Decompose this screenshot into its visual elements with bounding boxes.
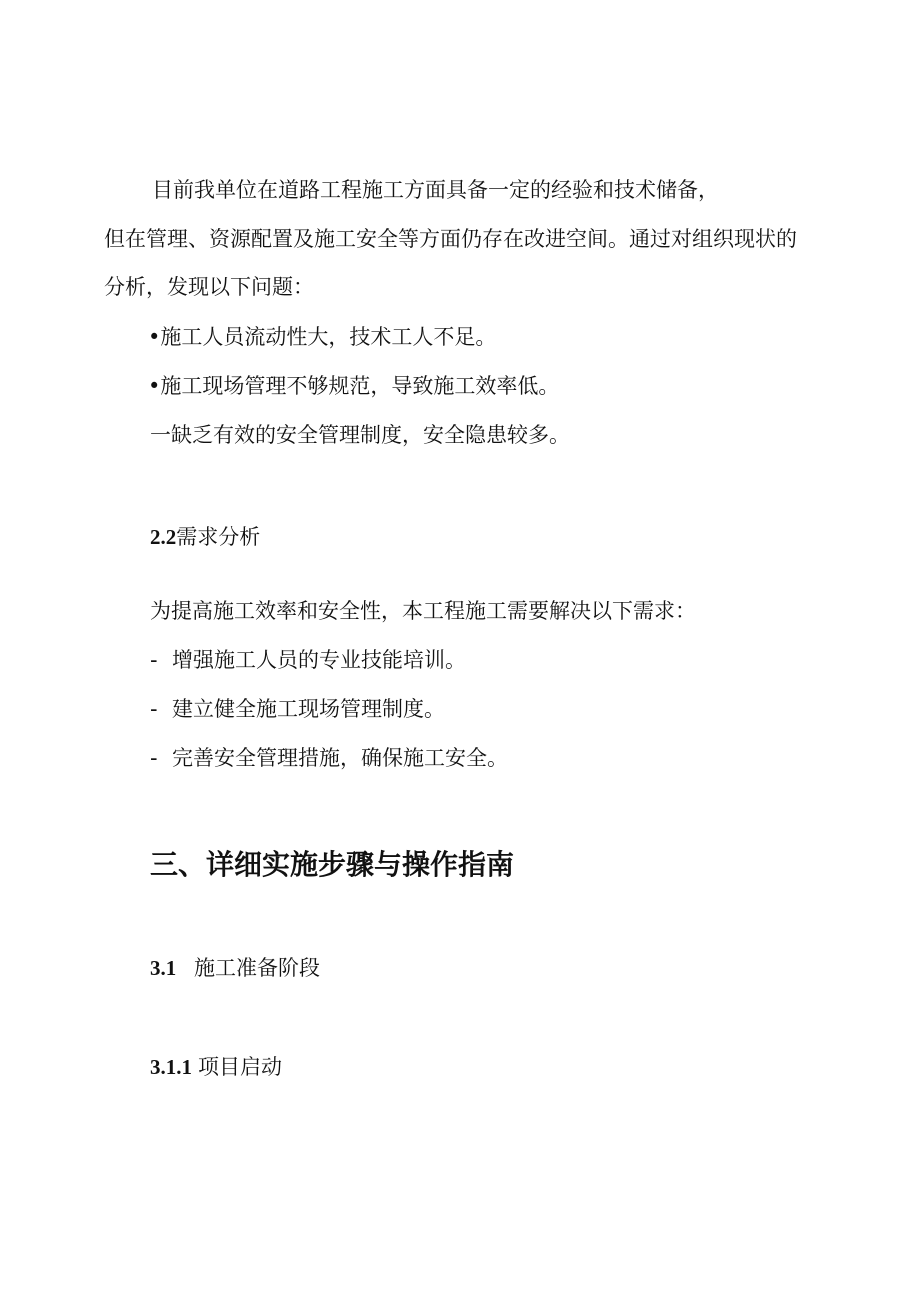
needs-intro-paragraph: 为提高施工效率和安全性，本工程施工需要解决以下需求： [150,599,696,623]
bullet-marker: • [148,374,161,398]
intro-paragraph-line-3: 分析，发现以下问题： [104,275,314,299]
subsection-number: 2.2 [150,525,177,549]
need-item [150,646,466,674]
intro-paragraph-line-1: 目前我单位在道路工程施工方面具备一定的经验和技术储备， [152,178,719,202]
problem-item [148,372,559,400]
subsection-title: 项目启动 [198,1055,282,1079]
section-heading-3: 三、详细实施步骤与操作指南 [150,848,515,881]
problem-text: 施工现场管理不够规范，导致施工效率低。 [160,374,560,398]
subsection-title: 需求分析 [176,525,261,549]
need-text: 增强施工人员的专业技能培训。 [172,648,466,672]
problem-text: 施工人员流动性大，技术工人不足。 [160,325,497,349]
subsection-number: 3.1 [150,956,177,980]
problem-item [148,323,496,351]
problem-item [150,421,570,449]
dash-marker: - [150,697,158,721]
subsection-heading-2-2 [150,523,260,551]
need-text: 建立健全施工现场管理制度。 [172,697,445,721]
subsection-heading-3-1 [150,954,320,982]
intro-paragraph-line-2: 但在管理、资源配置及施工安全等方面仍存在改进空间。通过对组织现状的 [104,227,797,251]
dash-marker: 一 [150,423,171,447]
problem-text: 缺乏有效的安全管理制度，安全隐患较多。 [171,423,570,447]
bullet-marker: • [148,325,161,349]
dash-marker: - [150,648,158,672]
dash-marker: - [150,746,158,770]
subsection-heading-3-1-1 [150,1053,282,1081]
need-text: 完善安全管理措施，确保施工安全。 [172,746,508,770]
subsection-number: 3.1.1 [150,1055,192,1079]
subsection-title: 施工准备阶段 [194,956,320,980]
need-item [150,695,445,723]
need-item [150,744,508,772]
